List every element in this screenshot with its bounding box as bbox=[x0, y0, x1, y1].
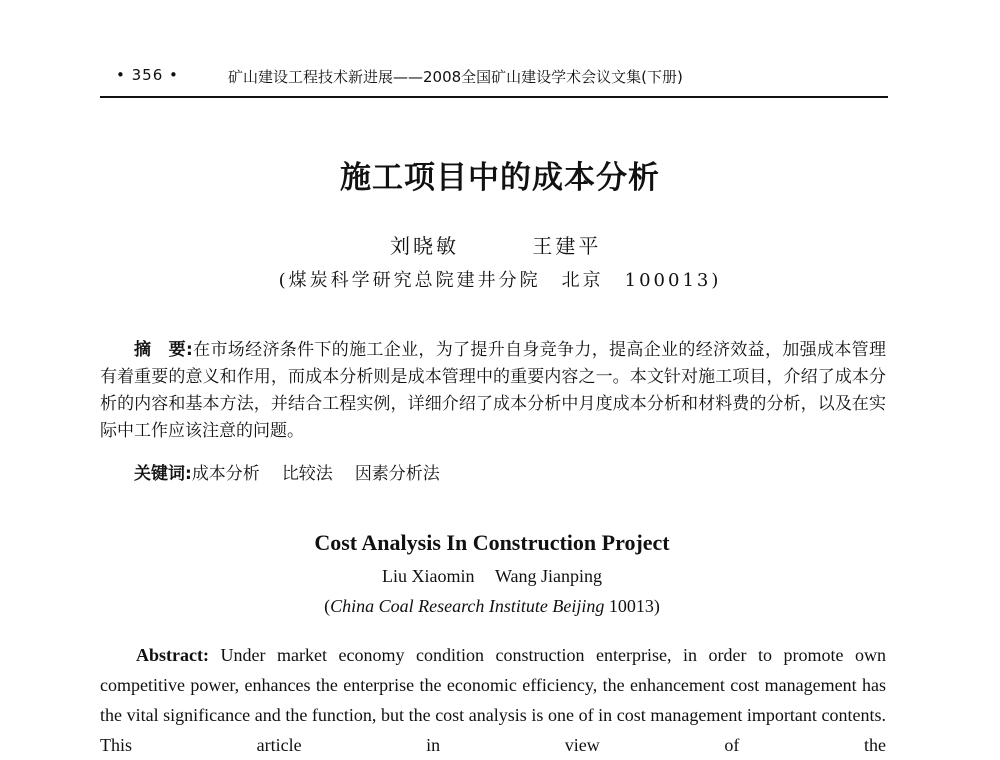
affiliation-en-code: 10013) bbox=[604, 596, 660, 616]
affiliation-en-open: ( bbox=[324, 596, 331, 616]
running-header bbox=[100, 62, 888, 98]
authors-en bbox=[0, 566, 984, 587]
page-number: • 356 • bbox=[116, 66, 179, 84]
abstract-cn bbox=[100, 337, 886, 445]
keywords-cn bbox=[134, 459, 462, 484]
abstract-en bbox=[100, 640, 886, 760]
affiliation-cn: (煤炭科学研究总院建井分院 北京 100013) bbox=[278, 270, 722, 291]
paper-title-cn: 施工项目中的成本分析 bbox=[340, 160, 660, 196]
author-en: Wang Jianping bbox=[494, 566, 603, 586]
keywords-cn-label: 关键词: bbox=[134, 464, 192, 484]
keyword: 因素分析法 bbox=[354, 464, 440, 484]
author-cn: 王建平 bbox=[532, 234, 602, 258]
abstract-en-label: Abstract: bbox=[136, 645, 209, 665]
affiliation-en bbox=[0, 596, 984, 617]
authors-cn bbox=[390, 230, 601, 259]
author-cn: 刘晓敏 bbox=[390, 234, 459, 258]
series-title: 矿山建设工程技术新进展——2008全国矿山建设学术会议文集(下册) bbox=[228, 68, 683, 86]
paper-title-en: Cost Analysis In Construction Project bbox=[314, 530, 670, 555]
author-en: Liu Xiaomin bbox=[381, 566, 475, 586]
abstract-cn-label: 摘 要: bbox=[134, 340, 193, 360]
affiliation-en-institution: China Coal Research Institute Beijing bbox=[330, 596, 605, 616]
abstract-cn-text: 在市场经济条件下的施工企业，为了提升自身竞争力，提高企业的经济效益，加强成本管理有着重要的意义和作用，而成本分析则是成本管理中的重要内容之一。本文针对施工项目，介绍了成本分析的内容和基本方法，并结合工程实例，详细介绍了成本分析中月度成本分析和材料费的分析，以及在实际中工作应该注意的问题。 bbox=[100, 340, 886, 441]
keyword: 比较法 bbox=[281, 464, 333, 484]
keyword: 成本分析 bbox=[191, 464, 260, 484]
abstract-en-text: Under market economy condition construction enterprise, in order to promote own competitive power, enhances the enterprise the economic efficiency, the enhancement cost management has the vital significance and the function, but the cost analysis is one of in cost management important contents. This article in view of the bbox=[100, 645, 886, 755]
